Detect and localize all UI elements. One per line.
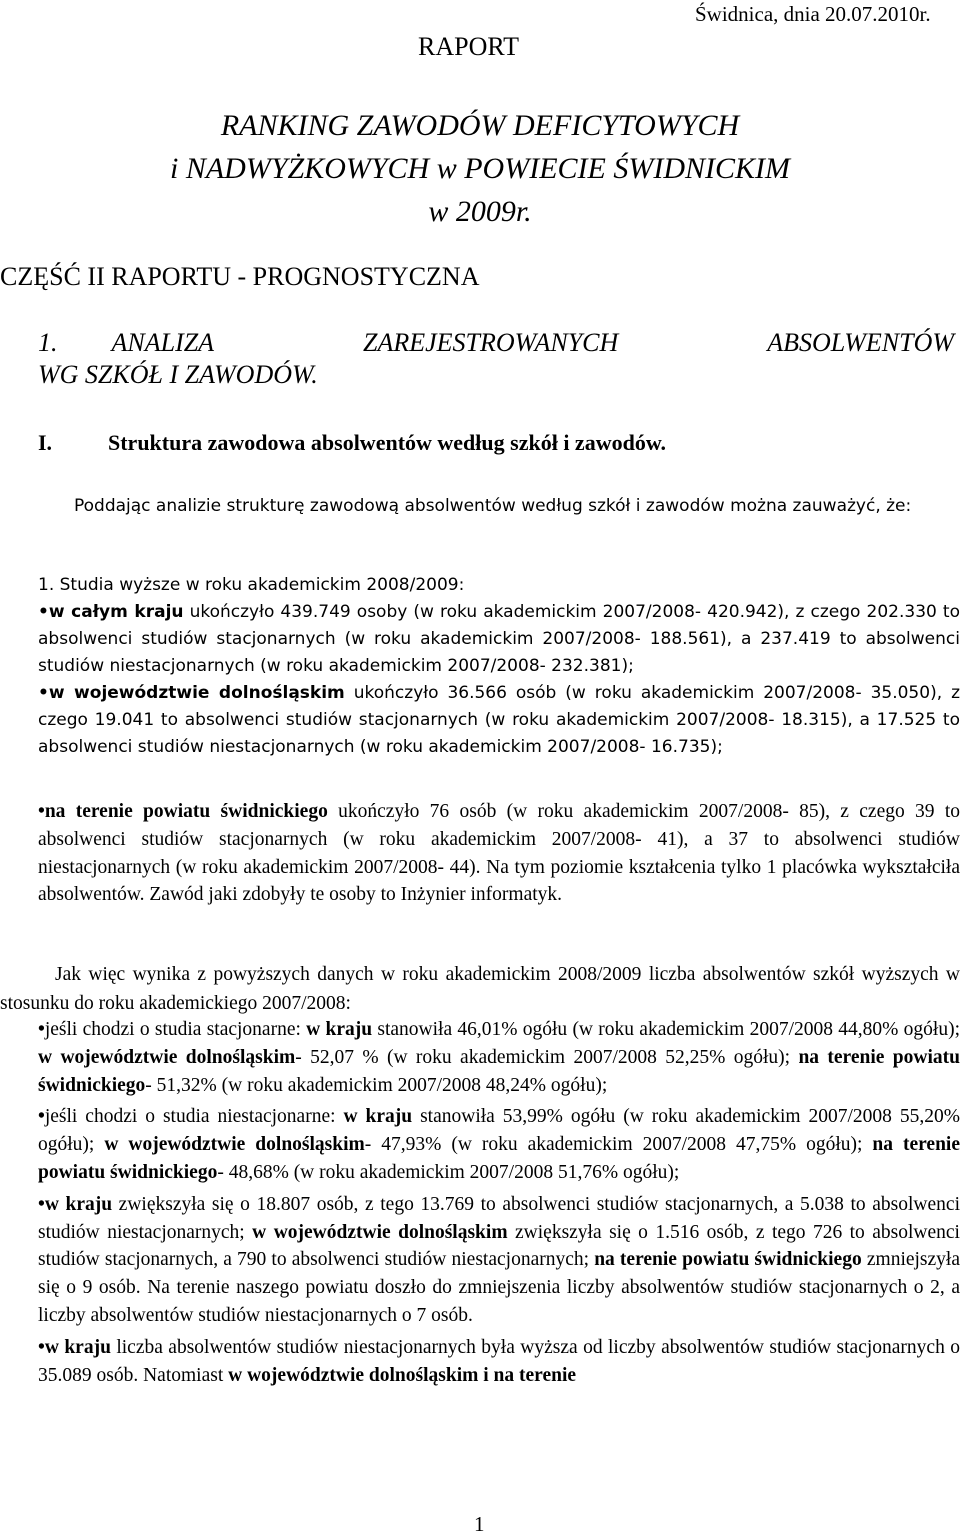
- bullet-marker: •: [38, 602, 49, 622]
- document-date: Świdnica, dnia 20.07.2010r.: [695, 2, 931, 26]
- section-word-2: ZAREJESTROWANYCH: [362, 328, 619, 357]
- list-item: •w całym kraju ukończyło 439.749 osoby (w roku akademickim 2007/2008- 420.942), z czego 202.330 to absolwenci studiów stacjonarnych (w roku akademickim 2007/2008- 188.561), a 237.419 to absolwenci studiów niestacjonarnych (w roku akademickim 2007/2008- 232.381);: [38, 602, 960, 676]
- section-word-1: ANALIZA: [111, 328, 215, 357]
- summary-paragraph: Jak więc wynika z powyższych danych w roku akademickim 2008/2009 liczba absolwentów szkół wyższych w stosunku do roku akademickiego 2007/2008:: [0, 964, 960, 1014]
- bullet-marker: •: [38, 1019, 45, 1040]
- section-number: 1.: [38, 328, 58, 357]
- bullet-marker: •: [38, 1193, 45, 1215]
- studies-block: [38, 572, 960, 761]
- bullet-marker: •: [38, 683, 49, 703]
- part-heading: CZĘŚĆ II RAPORTU - PROGNOSTYCZNA: [0, 262, 480, 291]
- bullet-marker: •: [38, 801, 45, 822]
- intro-paragraph: Poddając analizie strukturę zawodową absolwentów według szkół i zawodów można zauważyć, że:: [74, 496, 912, 516]
- title-line-2: i NADWYŻKOWYCH w POWIECIE ŚWIDNICKIM: [170, 152, 790, 185]
- list-item: •na terenie powiatu świdnickiego ukończyło 76 osób (w roku akademickim 2007/2008- 85), z czego 39 to absolwenci studiów stacjonarnych (w roku akademickim 2007/2008- 41), a 37 to absolwenci studiów niestacjonarnych (w roku akademickim 2007/2008- 44). Na tym poziomie kształcenia tylko 1 placówka wykształciła absolwentów. Zawód jaki zdobyły te osoby to Inżynier informatyk.: [38, 801, 960, 906]
- page-number: 1: [474, 1512, 485, 1536]
- list-item: •w województwie dolnośląskim ukończyło 36.566 osób (w roku akademickim 2007/2008- 35.050), z czego 19.041 to absolwenci studiów stacjonarnych (w roku akademickim 2007/2008- 18.315), a 17.525 to absolwenci studiów niestacjonarnych (w roku akademickim 2007/2008- 16.735);: [38, 683, 960, 757]
- numbered-item: 1. Studia wyższe w roku akademickim 2008/2009:: [38, 575, 465, 595]
- list-item: •jeśli chodzi o studia niestacjonarne: w kraju stanowiła 53,99% ogółu (w roku akademickim 2007/2008 55,20% ogółu); w województwie dolnośląskim- 47,93% (w roku akademickim 2007/2008 47,75% ogółu); na terenie powiatu świdnickiego- 48,68% (w roku akademickim 2007/2008 51,76% ogółu);: [38, 1106, 960, 1183]
- subsection-title: Struktura zawodowa absolwentów według szkół i zawodów.: [108, 430, 666, 455]
- title-line-1: RANKING ZAWODÓW DEFICYTOWYCH: [220, 109, 740, 142]
- report-label: RAPORT: [418, 32, 520, 61]
- list-item: •jeśli chodzi o studia stacjonarne: w kraju stanowiła 46,01% ogółu (w roku akademickim 2007/2008 44,80% ogółu); w województwie dolnośląskim- 52,07 % (w roku akademickim 2007/2008 52,25% ogółu); na terenie powiatu świdnickiego- 51,32% (w roku akademickim 2007/2008 48,24% ogółu);: [38, 1019, 960, 1096]
- list-item: •w kraju liczba absolwentów studiów niestacjonarnych była wyższa od liczby absolwentów studiów stacjonarnych o 35.089 osób. Natomiast w województwie dolnośląskim i na terenie: [38, 1336, 960, 1386]
- summary-list: [38, 1016, 960, 1389]
- bullet-marker: •: [38, 1106, 45, 1128]
- list-item: •w kraju zwiększyła się o 18.807 osób, z tego 13.769 to absolwenci studiów stacjonarnych, a 5.038 to absolwenci studiów niestacjonarnych; w województwie dolnośląskim zwiększyła się o 1.516 osób, z tego 726 to absolwenci studiów stacjonarnych, a 790 to absolwenci studiów niestacjonarnych; na terenie powiatu świdnickiego zmniejszyła się o 9 osób. Na terenie naszego powiatu doszło do zmniejszenia liczby absolwentów studiów stacjonarnych o 2, a liczby absolwentów studiów niestacjonarnych o 7 osób.: [38, 1193, 960, 1326]
- section-heading: [38, 327, 954, 391]
- section-word-3: ABSOLWENTÓW: [767, 328, 954, 357]
- title-line-3: w 2009r.: [428, 195, 532, 228]
- document-title: [0, 104, 960, 233]
- subsection-heading: [38, 430, 666, 456]
- subsection-number: I.: [38, 430, 53, 455]
- bullet-marker: •: [38, 1336, 45, 1358]
- section-line-2: WG SZKÓŁ I ZAWODÓW.: [38, 360, 318, 389]
